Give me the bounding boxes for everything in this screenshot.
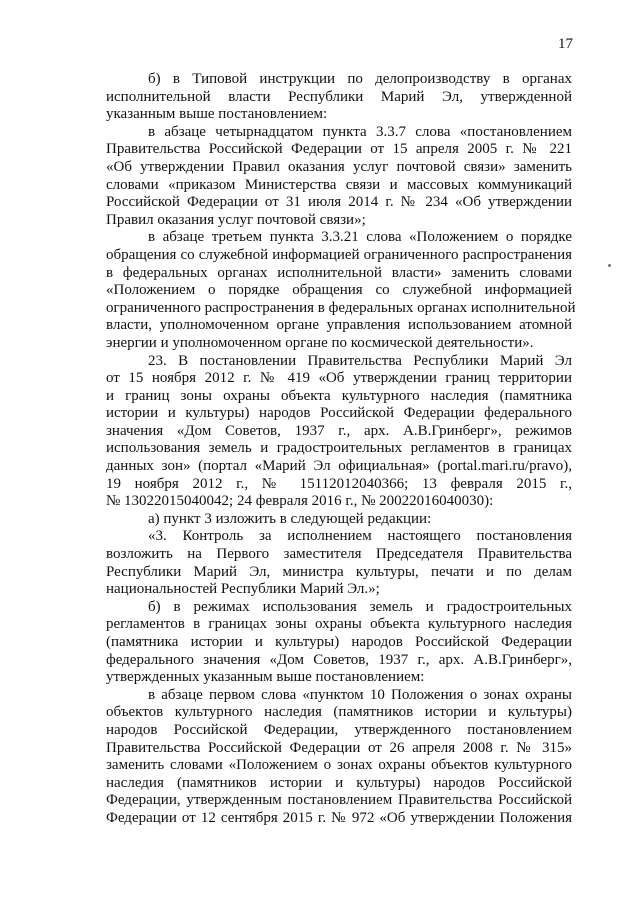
text-line: Правил оказания услуг почтовой связи»; [106,211,366,228]
text-line: утвержденных указанным выше постановлением: [106,669,425,686]
text-line: № 13022015040042; 24 февраля 2016 г., № 20022016040030): [106,493,494,510]
text-line: исполнительной власти Республики Марий Эл, утвержденной [106,88,572,105]
text-line: 19 ноября 2012 г., № 15112012040366; 13 февраля 2015 г., [106,475,572,492]
text-line: ограниченного распространения в федеральных органах исполнительной [106,299,576,316]
text-line: от 15 ноября 2012 г. № 419 «Об утверждении границ территории [106,370,572,387]
text-line: наследия (памятников истории и культуры) народов Российской [106,774,572,791]
text-line: в абзаце первом слова «пунктом 10 Положения о зонах охраны [148,686,572,703]
text-line: народов Российской Федерации, утвержденного постановлением [106,721,572,738]
text-line: власти, уполномоченном органе управления использованием атомной [106,317,572,334]
text-line: указанным выше постановлением: [106,106,328,123]
text-line: Правительства Российской Федерации от 26 апреля 2008 г. № 315» [106,739,572,756]
text-line: значения «Дом Советов, 1937 г., арх. А.В.Гринберг», режимов [106,422,572,439]
text-line: «3. Контроль за исполнением настоящего постановления [148,528,572,545]
text-line: «Положением о порядке обращения со служебной информацией [106,282,572,299]
text-line: национальностей Республики Марий Эл.»; [106,581,380,598]
text-line: объектов культурного наследия (памятников истории и культуры) [106,704,572,721]
text-line: в абзаце третьем пункта 3.3.21 слова «Положением о порядке [148,229,572,246]
text-line: федерального значения «Дом Советов, 1937 г., арх. А.В.Гринберг», [106,651,572,668]
text-line: Федерации от 12 сентября 2015 г. № 972 «Об утверждении Положения [106,809,572,826]
text-line: Федерации, утвержденным постановлением Правительства Российской [106,792,572,809]
text-line: возложить на Первого заместителя Председателя Правительства [106,546,572,563]
text-line: б) в режимах использования земель и градостроительных [148,598,572,615]
text-line: истории и культуры) народов Российской Федерации федерального [106,405,572,422]
scan-speck [608,264,611,267]
text-line: Российской Федерации от 31 июля 2014 г. № 234 «Об утверждении [106,194,572,211]
text-line: словами «приказом Министерства связи и массовых коммуникаций [106,176,572,193]
text-line: и границ зоны охраны объекта культурного наследия (памятника [106,387,572,404]
document-body [106,71,576,828]
text-line: энергии и уполномоченном органе по космической деятельности». [106,334,534,351]
text-line: обращения со служебной информацией ограниченного распространения [106,246,572,263]
text-line: а) пункт 3 изложить в следующей редакции: [148,510,432,527]
text-line: регламентов в границах зоны охраны объекта культурного наследия [106,616,572,633]
text-line: заменить словами «Положением о зонах охраны объектов культурного [106,757,572,774]
text-line: использования земель и градостроительных регламентов в границах [106,440,572,457]
page-number: 17 [558,36,573,52]
text-line: в абзаце четырнадцатом пункта 3.3.7 слова «постановлением [148,123,572,140]
text-line: в федеральных органах исполнительной власти» заменить словами [106,264,572,281]
text-line: «Об утверждении Правил оказания услуг почтовой связи» заменить [106,158,572,175]
text-line: данных зон» (портал «Марий Эл официальная» (portal.mari.ru/pravo), [106,458,572,475]
text-line: Республики Марий Эл, министра культуры, печати и по делам [106,563,572,580]
text-line: б) в Типовой инструкции по делопроизводству в органах [148,71,572,87]
text-line: (памятника истории и культуры) народов Российской Федерации [106,634,572,650]
text-line: 23. В постановлении Правительства Республики Марий Эл [148,352,572,369]
text-line: Правительства Российской Федерации от 15 апреля 2005 г. № 221 [106,141,572,158]
